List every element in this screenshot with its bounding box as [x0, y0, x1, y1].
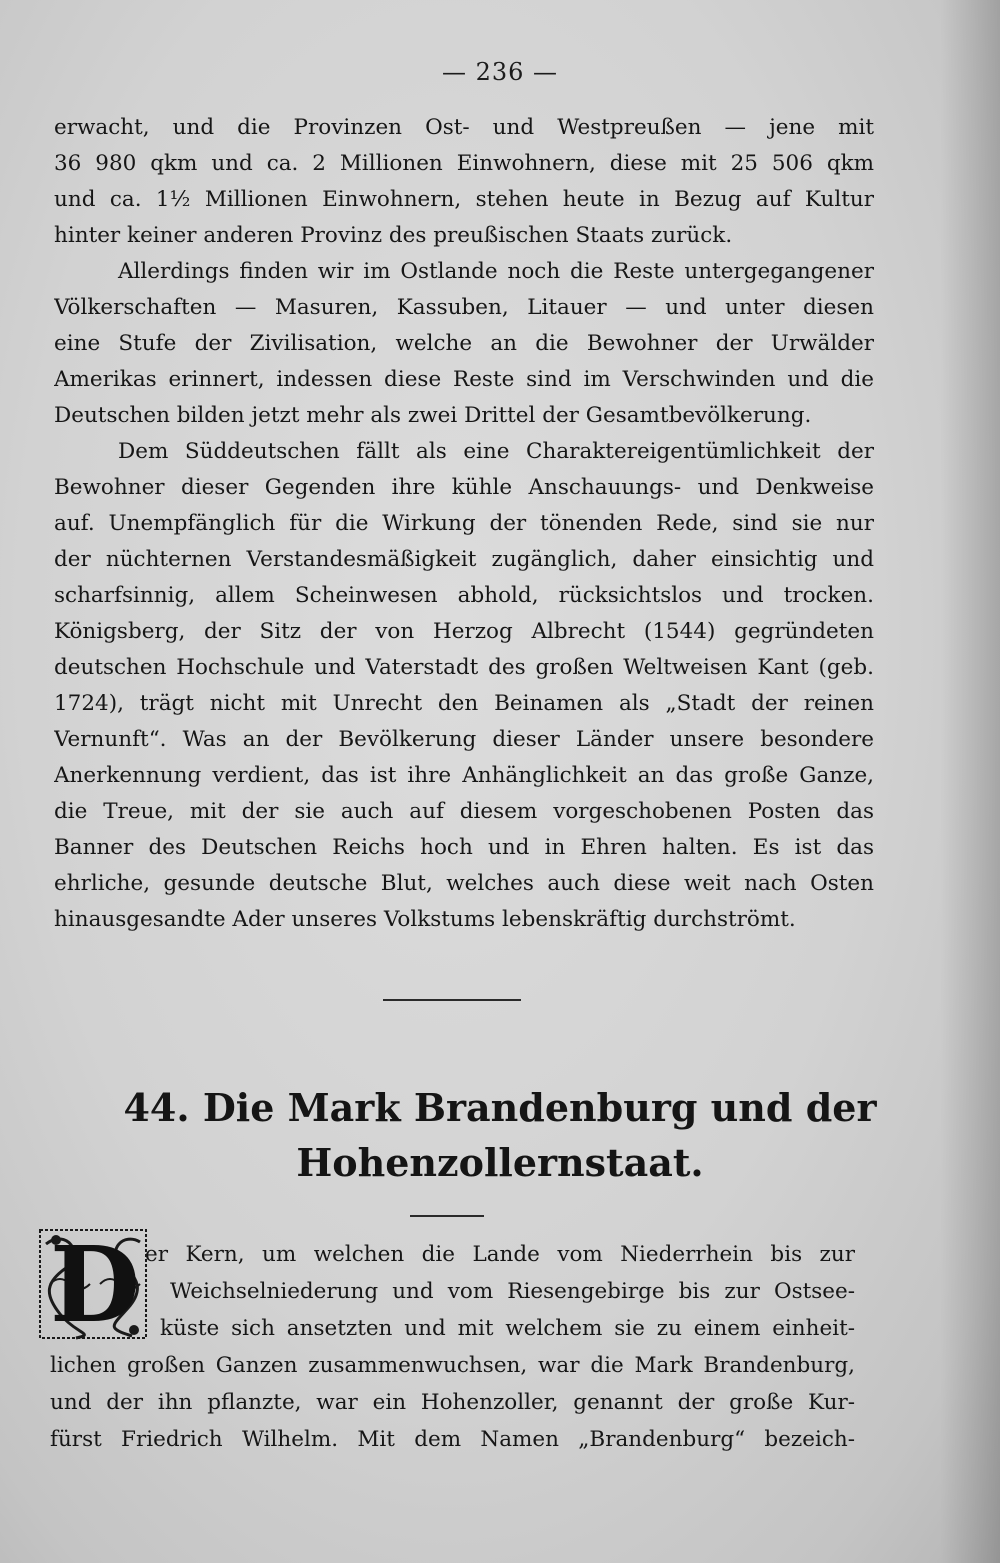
text-line: Anerkennung verdient, das ist ihre Anhänglichkeit an das große Ganze,: [54, 763, 874, 788]
text-line: scharfsinnig, allem Scheinwesen abhold, rücksichtslos und trocken.: [54, 583, 874, 608]
text-line: lichen großen Ganzen zusammenwuchsen, war die Mark Brandenburg,: [50, 1353, 855, 1378]
paragraph-3: [54, 434, 874, 938]
page-curve-shadow: [940, 0, 1000, 1563]
page-number: — 236 —: [441, 58, 559, 86]
heading-divider: [410, 1215, 484, 1217]
text-line: die Treue, mit der sie auch auf diesem vorgeschobenen Posten das: [54, 799, 874, 824]
text-line: der nüchternen Verstandesmäßigkeit zugänglich, daher einsichtig und: [54, 547, 874, 572]
text-line: Dem Süddeutschen fällt als eine Charaktereigentümlichkeit der: [118, 439, 874, 464]
text-line: 36 980 qkm und ca. 2 Millionen Einwohnern, diese mit 25 506 qkm: [54, 151, 874, 176]
text-line: Bewohner dieser Gegenden ihre kühle Anschauungs- und Denkweise: [54, 475, 874, 500]
text-line: küste sich ansetzten und mit welchem sie zu einem einheit-: [160, 1316, 855, 1341]
text-line: Banner des Deutschen Reichs hoch und in Ehren halten. Es ist das: [54, 835, 874, 860]
text-line: hinter keiner anderen Provinz des preußischen Staats zurück.: [54, 223, 733, 248]
text-line: auf. Unempfänglich für die Wirkung der tönenden Rede, sind sie nur: [54, 511, 874, 536]
text-line: 1724), trägt nicht mit Unrecht den Beinamen als „Stadt der reinen: [54, 691, 874, 716]
chapter-heading-line-1: 44. Die Mark Brandenburg und der: [123, 1085, 877, 1130]
text-line: er Kern, um welchen die Lande vom Niederrhein bis zur: [145, 1242, 855, 1267]
paragraph-1: [54, 110, 874, 254]
initial-letter: D: [49, 1223, 141, 1346]
text-line: fürst Friedrich Wilhelm. Mit dem Namen „Brandenburg“ bezeich-: [50, 1427, 855, 1452]
text-line: ehrliche, gesunde deutsche Blut, welches auch diese weit nach Osten: [54, 871, 874, 896]
text-line: Deutschen bilden jetzt mehr als zwei Drittel der Gesamtbevölkerung.: [54, 403, 812, 428]
text-line: Völkerschaften — Masuren, Kassuben, Litauer — und unter diesen: [54, 295, 874, 320]
text-line: Allerdings finden wir im Ostlande noch die Reste untergegangener: [118, 259, 874, 284]
text-line: Weichselniederung und vom Riesengebirge bis zur Ostsee-: [170, 1279, 855, 1304]
paragraph-2: [54, 254, 874, 434]
text-line: hinausgesandte Ader unseres Volkstums lebenskräftig durchströmt.: [54, 907, 796, 932]
text-line: erwacht, und die Provinzen Ost- und Westpreußen — jene mit: [54, 115, 874, 140]
section-divider: [383, 999, 521, 1001]
text-line: und der ihn pflanzte, war ein Hohenzoller, genannt der große Kur-: [50, 1390, 855, 1415]
decorated-initial: [36, 1224, 154, 1346]
text-line: eine Stufe der Zivilisation, welche an die Bewohner der Urwälder: [54, 331, 874, 356]
text-line: Vernunft“. Was an der Bevölkerung dieser Länder unsere besondere: [54, 727, 874, 752]
chapter-heading-line-2: Hohenzollernstaat.: [296, 1140, 704, 1185]
text-line: Königsberg, der Sitz der von Herzog Albrecht (1544) gegründeten: [54, 619, 874, 644]
text-line: und ca. 1½ Millionen Einwohnern, stehen heute in Bezug auf Kultur: [54, 187, 874, 212]
text-line: Amerikas erinnert, indessen diese Reste sind im Verschwinden und die: [54, 367, 874, 392]
text-line: deutschen Hochschule und Vaterstadt des großen Weltweisen Kant (geb.: [54, 655, 874, 680]
